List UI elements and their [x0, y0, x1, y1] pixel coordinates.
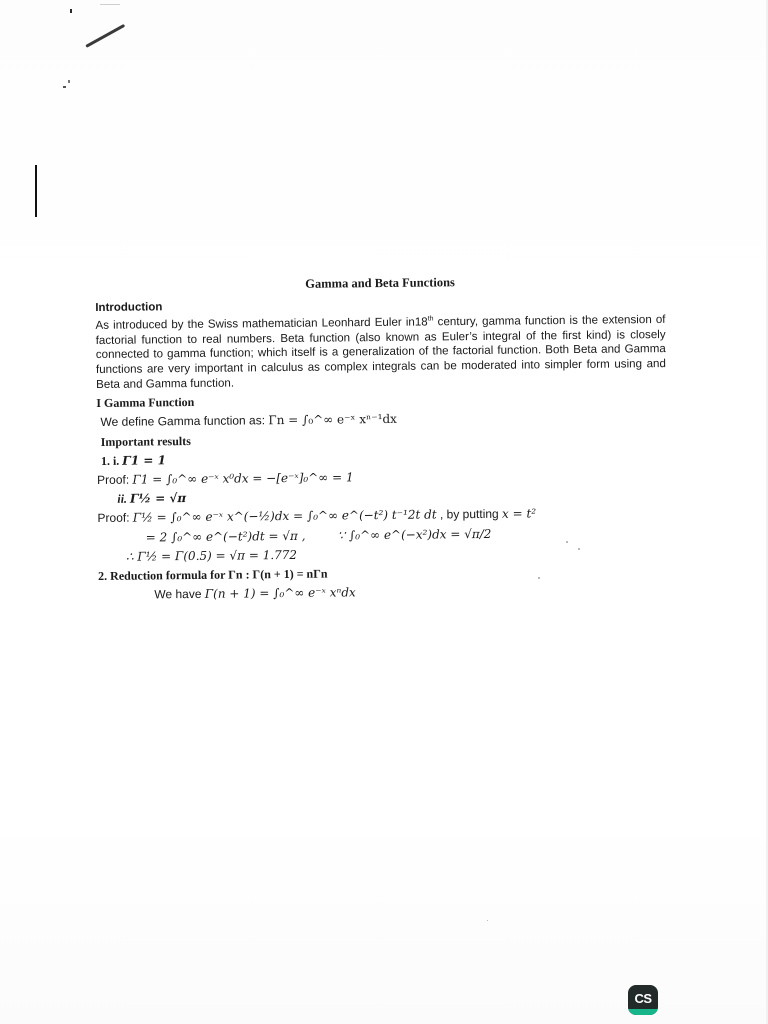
proof-2-conclusion: ∴ Γ½ = Γ(0.5) = √π = 1.772 [125, 547, 298, 564]
scan-artifact [68, 80, 70, 83]
proof-2-because: ∵ ∫₀^∞ e^(−x²)dx = √π/2 [337, 526, 492, 543]
scan-artifact [70, 9, 72, 13]
reduction-heading-text: 2. Reduction formula for Γn : Γ(n + 1) = nΓn [98, 566, 328, 583]
camscanner-logo-label: CS [634, 990, 652, 1006]
intro-text-start: As introduced by the Swiss mathematician Leonhard Euler in18 [95, 315, 428, 333]
definition-formula: Γn = ∫₀^∞ e⁻ˣ xⁿ⁻¹dx [268, 412, 397, 428]
proof-2 [97, 504, 667, 526]
result-2 [97, 485, 667, 507]
proof-2-line-3 [98, 543, 668, 565]
margin-mark [35, 165, 37, 217]
scan-artifact [63, 86, 66, 88]
document-body [95, 272, 668, 606]
introduction-heading: Introduction [95, 301, 163, 314]
result-1-formula: Γ1 = 1 [122, 453, 166, 468]
gamma-definition [96, 408, 666, 430]
reduction-heading [98, 562, 668, 584]
result-1-label: 1. i. [100, 453, 123, 468]
important-results-heading: Important results [100, 433, 191, 449]
proof-1-formula: Γ1 = ∫₀^∞ e⁻ˣ x⁰dx = −[e⁻ˣ]₀^∞ = 1 [132, 470, 354, 487]
proof-2-label: Proof: [97, 510, 133, 526]
we-have-formula: Γ(n + 1) = ∫₀^∞ e⁻ˣ xⁿdx [204, 585, 356, 601]
intro-superscript: th [427, 315, 434, 323]
proof-2-note: , by putting [436, 507, 503, 522]
proof-2-formula: Γ½ = ∫₀^∞ e⁻ˣ x^(−½)dx = ∫₀^∞ e^(−t²) t⁻¹2t dt [132, 507, 437, 525]
intro-text-rest: century, gamma function is the extension of factorial function to real numbers. Beta function (also known as Euler’s integral of the first kind) is closely connected to gamma function; which itself is a generalization of the factorial function. Both Beta and Gamma functions are very important in calculus as complex integrals can be moderated into simpler form using and Beta and Gamma function. [95, 313, 666, 391]
scan-artifact [100, 4, 120, 5]
result-2-formula: Γ½ = √π [129, 491, 187, 506]
proof-1-label: Proof: [97, 472, 133, 487]
reduction-we-have [98, 581, 668, 603]
result-1 [97, 447, 667, 469]
definition-label: We define Gamma function as: [100, 413, 269, 430]
proof-2-step: = 2 ∫₀^∞ e^(−t²)dt = √π , [145, 528, 306, 545]
gamma-section-heading: I Gamma Function [96, 395, 195, 411]
proof-2-line-2 [98, 524, 668, 546]
scan-speck [487, 920, 488, 921]
camscanner-logo-icon [628, 985, 658, 1015]
proof-2-substitution: x = t² [501, 506, 537, 522]
document-title: Gamma and Beta Functions [305, 275, 455, 291]
introduction-paragraph [95, 310, 666, 392]
result-2-label: ii. [117, 491, 131, 506]
proof-1 [97, 466, 667, 488]
we-have-label: We have [154, 586, 205, 602]
